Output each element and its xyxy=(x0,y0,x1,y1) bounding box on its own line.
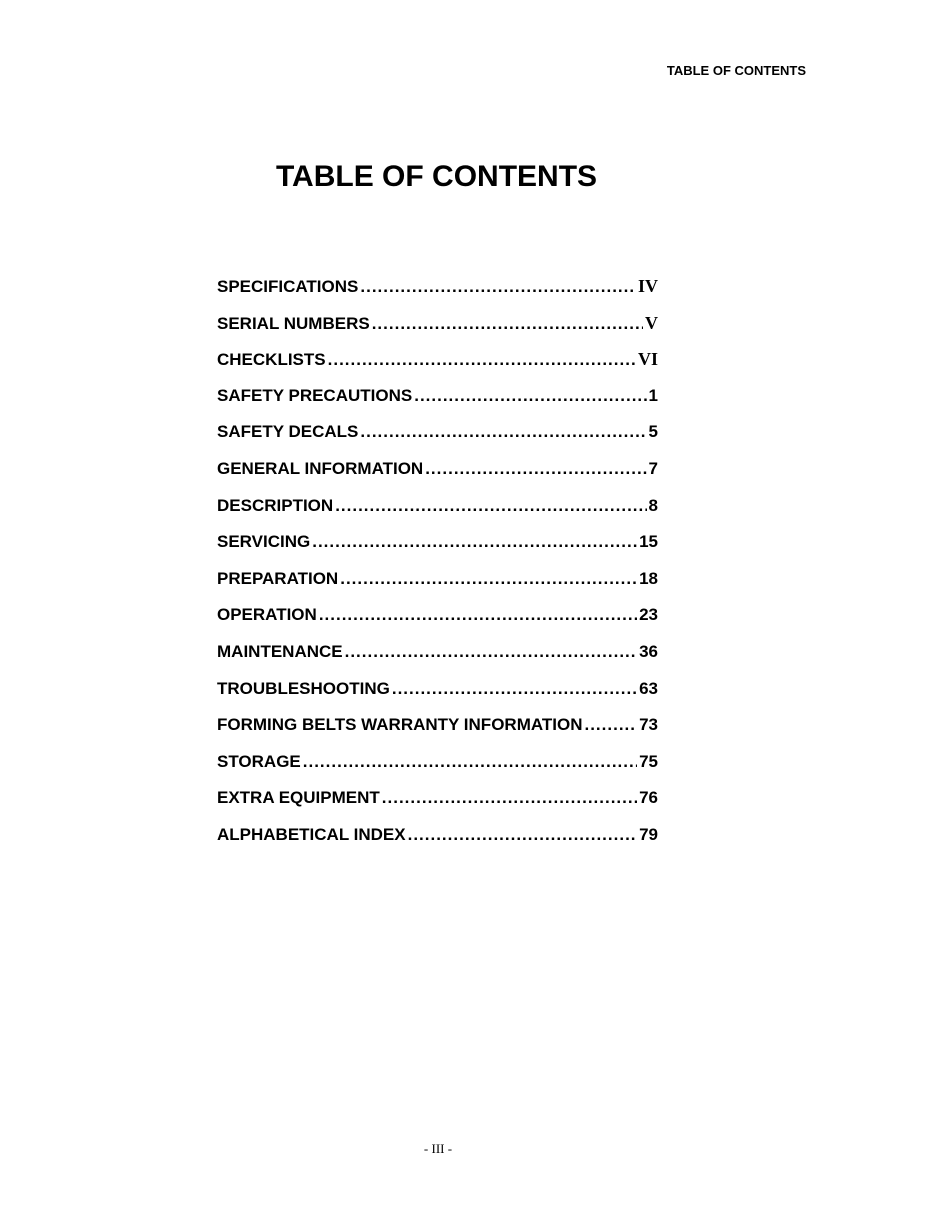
toc-entry-page: 63 xyxy=(639,678,658,698)
dot-leader xyxy=(328,350,636,370)
dot-leader xyxy=(335,496,646,516)
dot-leader xyxy=(372,314,643,334)
dot-leader xyxy=(360,277,636,297)
toc-entry-page: IV xyxy=(637,276,658,296)
toc-entry-page: 76 xyxy=(639,788,658,808)
toc-entry-label: PREPARATION xyxy=(217,568,339,588)
dot-leader xyxy=(425,459,646,479)
toc-entry-label: SAFETY PRECAUTIONS xyxy=(217,385,413,405)
toc-entry[interactable] xyxy=(217,276,658,313)
toc-entry-label: GENERAL INFORMATION xyxy=(217,458,424,478)
toc-entry-page: 75 xyxy=(639,751,658,771)
toc-entry-page: 5 xyxy=(648,422,658,442)
toc-entry-label: MAINTENANCE xyxy=(217,641,343,661)
dot-leader xyxy=(408,825,637,845)
toc-list xyxy=(217,276,658,862)
dot-leader xyxy=(360,422,646,442)
toc-entry[interactable] xyxy=(217,422,658,459)
toc-entry-label: EXTRA EQUIPMENT xyxy=(217,788,380,808)
dot-leader xyxy=(382,788,637,808)
toc-entry-page: 1 xyxy=(648,385,658,405)
dot-leader xyxy=(312,532,637,552)
toc-entry[interactable] xyxy=(217,788,658,825)
running-header: TABLE OF CONTENTS xyxy=(666,63,806,78)
toc-entry-label: SPECIFICATIONS xyxy=(217,277,359,296)
toc-entry-page: 18 xyxy=(639,568,658,588)
toc-entry-label: TROUBLESHOOTING xyxy=(217,678,390,698)
toc-entry-label: DESCRIPTION xyxy=(217,495,334,515)
page-number: - III - xyxy=(423,1141,453,1156)
toc-entry-label: SERVICING xyxy=(217,532,311,552)
toc-entry-page: 23 xyxy=(639,605,658,625)
toc-entry[interactable] xyxy=(217,532,658,569)
toc-entry[interactable] xyxy=(217,825,658,862)
page-title: TABLE OF CONTENTS xyxy=(275,160,598,193)
dot-leader xyxy=(584,715,637,735)
toc-entry-label: CHECKLISTS xyxy=(217,350,326,370)
toc-entry[interactable] xyxy=(217,569,658,606)
toc-entry-label: SERIAL NUMBERS xyxy=(217,313,370,333)
dot-leader xyxy=(392,679,637,699)
toc-entry-page: V xyxy=(645,312,658,333)
toc-entry-label: ALPHABETICAL INDEX xyxy=(217,824,406,844)
toc-entry[interactable] xyxy=(217,679,658,716)
toc-entry-label: OPERATION xyxy=(217,605,317,625)
toc-entry[interactable] xyxy=(217,349,658,386)
toc-entry[interactable] xyxy=(217,605,658,642)
toc-entry-label: STORAGE xyxy=(217,751,301,771)
dot-leader xyxy=(345,642,637,662)
toc-entry-label: FORMING BELTS WARRANTY INFORMATION xyxy=(217,715,583,735)
toc-entry[interactable] xyxy=(217,715,658,752)
toc-entry-page: 15 xyxy=(639,532,658,552)
toc-entry[interactable] xyxy=(217,752,658,789)
dot-leader xyxy=(414,386,646,406)
toc-entry[interactable] xyxy=(217,496,658,533)
toc-entry[interactable] xyxy=(217,459,658,496)
toc-entry-page: 79 xyxy=(639,824,658,844)
toc-entry[interactable] xyxy=(217,313,658,350)
toc-entry-page: 36 xyxy=(639,641,658,661)
toc-entry-page: VI xyxy=(637,349,658,370)
toc-entry[interactable] xyxy=(217,386,658,423)
toc-entry-label: SAFETY DECALS xyxy=(217,422,359,442)
toc-entry-page: 8 xyxy=(648,495,658,515)
toc-entry-page: 73 xyxy=(639,715,658,735)
toc-entry[interactable] xyxy=(217,642,658,679)
dot-leader xyxy=(340,569,637,589)
dot-leader xyxy=(319,605,637,625)
toc-entry-page: 7 xyxy=(648,458,658,478)
dot-leader xyxy=(303,752,637,772)
